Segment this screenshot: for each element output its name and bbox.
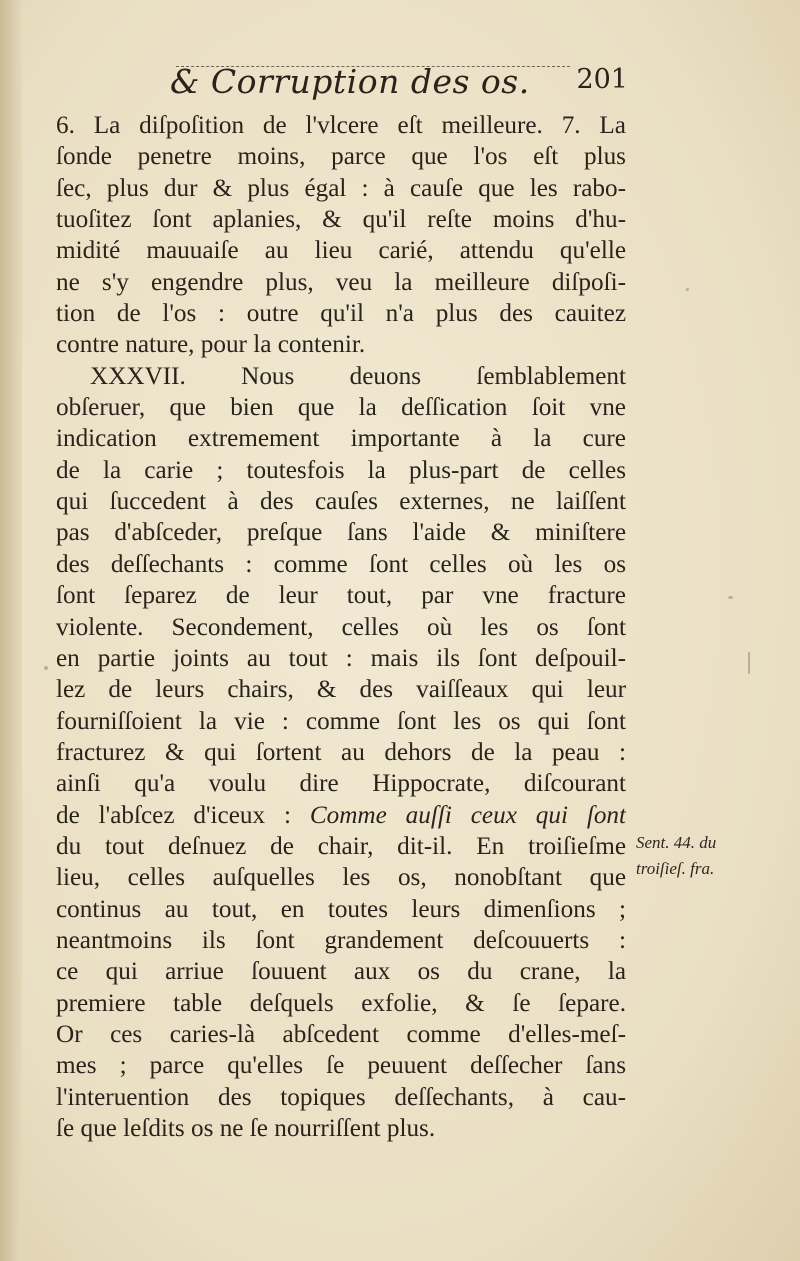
- paper-speck: [728, 596, 733, 599]
- paper-speck: [44, 666, 48, 670]
- text-line: tuoſitez ſont aplanies, & qu'il reſte moins d'hu-: [56, 206, 626, 234]
- text-line: contre nature, pour la contenir.: [56, 331, 366, 359]
- page-gutter: [0, 0, 22, 1261]
- text-line: en partie joints au tout : mais ils ſont deſpouil-: [56, 644, 626, 672]
- page-number: 201: [576, 64, 628, 95]
- text-line: mes ; parce qu'elles ſe peuuent deſſecher ſans: [56, 1052, 626, 1080]
- text-line: du tout deſnuez de chair, dit-il. En troiſieſme: [56, 832, 626, 860]
- paper-speck: [686, 288, 689, 291]
- text-line-with-quote: [56, 800, 626, 831]
- text-line: fourniſſoient la vie : comme ſont les os qui ſont: [56, 707, 626, 735]
- text-line: ne s'y engendre plus, veu la meilleure diſpoſi-: [56, 268, 626, 296]
- running-title: & Corruption des os.: [170, 62, 530, 101]
- paper-speck: [748, 652, 750, 674]
- page-header: [170, 62, 630, 112]
- text-line: pas d'abſceder, preſque ſans l'aide & miniſtere: [56, 519, 626, 547]
- text-line: Or ces caries-là abſcedent comme d'elles-meſ-: [56, 1020, 626, 1048]
- margin-note-line: Sent. 44. du: [636, 833, 717, 852]
- text-line: lieu, celles auſquelles les os, nonobſtant que: [56, 864, 626, 892]
- section-heading-line: XXXVII. Nous deuons ſemblablement: [90, 362, 626, 390]
- margin-note-line: troiſieſ. fra.: [636, 859, 715, 878]
- text-line: fracturez & qui ſortent au dehors de la peau :: [56, 738, 626, 766]
- text-line: ſec, plus dur & plus égal : à cauſe que les rabo-: [56, 174, 626, 202]
- text-line: premiere table deſquels exfolie, & ſe ſepare.: [56, 989, 626, 1017]
- text-line: ainſi qu'a voulu dire Hippocrate, diſcourant: [56, 770, 626, 798]
- text-line: de la carie ; toutesfois la plus-part de celles: [56, 456, 626, 484]
- text-fragment: de l'abſcez d'iceux :: [56, 801, 291, 829]
- text-line: ſont ſeparez de leur tout, par vne fracture: [56, 582, 626, 610]
- text-line: violente. Secondement, celles où les os ſont: [56, 613, 626, 641]
- text-line: ce qui arriue ſouuent aux os du crane, la: [56, 958, 626, 986]
- text-line: ſonde penetre moins, parce que l'os eſt plus: [56, 143, 626, 171]
- text-line: obſeruer, que bien que la deſſication ſoit vne: [56, 394, 626, 422]
- text-line: qui ſuccedent à des cauſes externes, ne laiſſent: [56, 488, 626, 516]
- text-line: des deſſechants : comme ſont celles où les os: [56, 550, 626, 578]
- text-line: continus au tout, en toutes leurs dimenſions ;: [56, 895, 626, 923]
- body-text: [56, 110, 626, 1144]
- text-line: 6. La diſpoſition de l'vlcere eſt meilleure. 7. La: [56, 112, 626, 139]
- text-line: midité mauuaiſe au lieu carié, attendu qu'elle: [56, 237, 626, 265]
- text-line: tion de l'os : outre qu'il n'a plus des cauitez: [56, 300, 626, 328]
- text-line: lez de leurs chairs, & des vaiſſeaux qui leur: [56, 676, 626, 704]
- hippocrates-quote: Comme auſſi ceux qui ſont: [309, 801, 626, 829]
- text-line: neantmoins ils ſont grandement deſcouuerts :: [56, 926, 626, 954]
- text-line: indication extremement importante à la cure: [56, 425, 626, 453]
- text-line: l'interuention des topiques deſſechants, à cau-: [56, 1083, 626, 1111]
- text-line: ſe que leſdits os ne ſe nourriſſent plus.: [56, 1115, 436, 1142]
- margin-note: [636, 830, 796, 882]
